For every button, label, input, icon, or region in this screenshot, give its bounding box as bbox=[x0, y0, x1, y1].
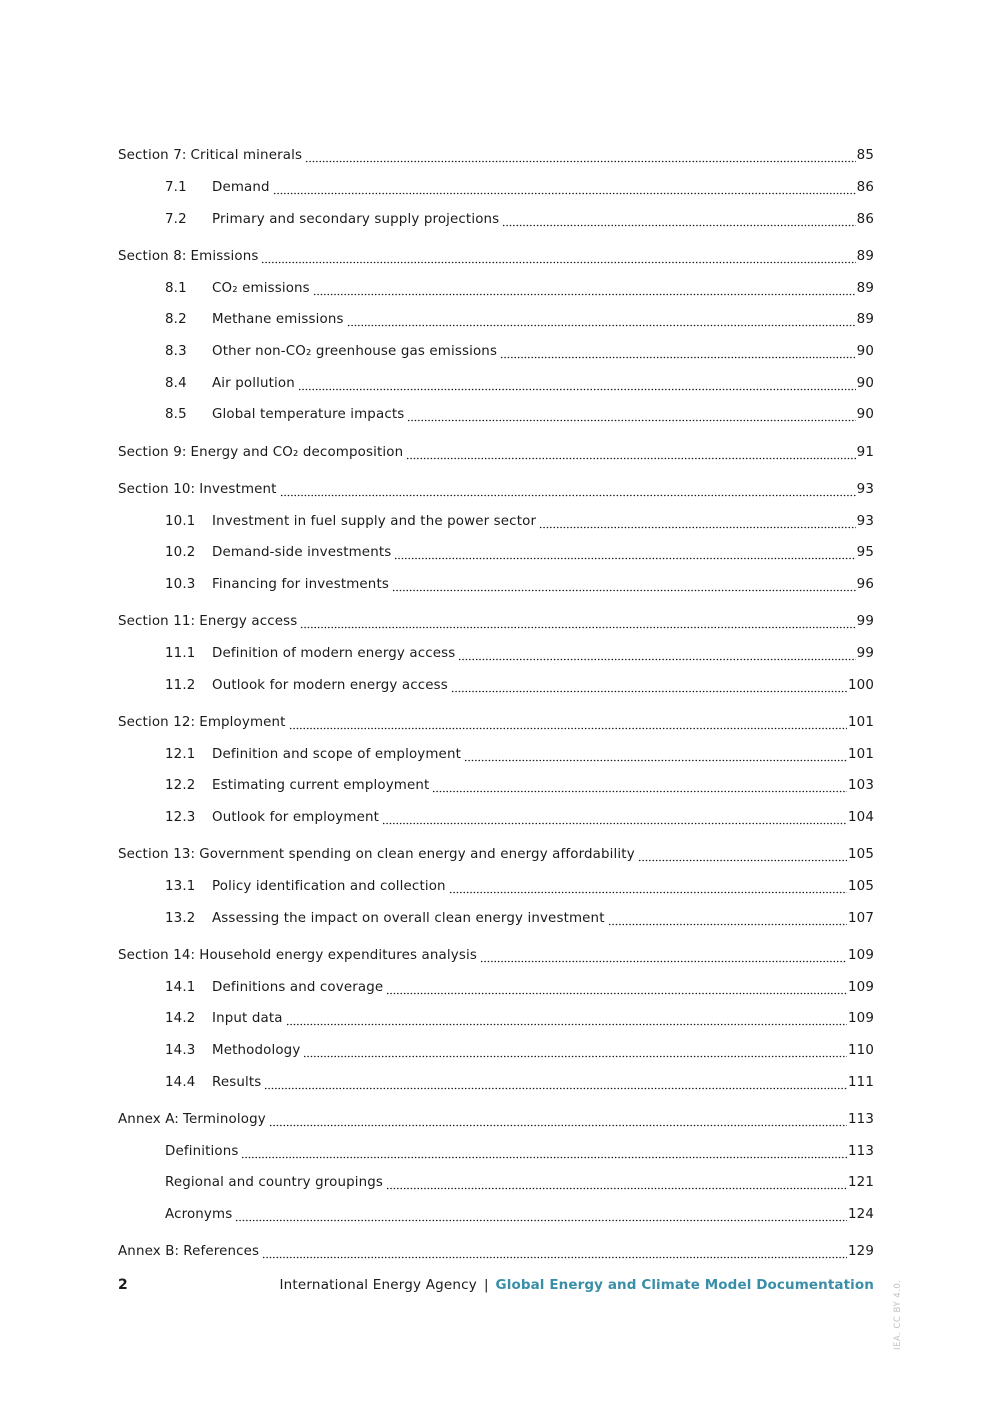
toc-entry-page: 95 bbox=[856, 545, 874, 561]
toc-section-entry[interactable] bbox=[118, 1104, 874, 1136]
toc-subsection-entry[interactable] bbox=[118, 971, 874, 1003]
toc-entry-number: 7.1 bbox=[165, 180, 187, 196]
toc-entry-title: Primary and secondary supply projections bbox=[212, 211, 500, 227]
toc-entry-page: 110 bbox=[847, 1043, 874, 1059]
toc-entry-number: Section 11: bbox=[118, 614, 196, 630]
toc-entry-title: Government spending on clean energy and energy affordability bbox=[199, 847, 635, 863]
toc-entry-number: Section 7: bbox=[118, 148, 187, 164]
toc-entry-page: 109 bbox=[847, 979, 874, 995]
toc-entry-title: Other non-CO₂ greenhouse gas emissions bbox=[212, 344, 498, 360]
toc-entry-title: Regional and country groupings bbox=[165, 1175, 384, 1191]
toc-entry-page: 107 bbox=[847, 910, 874, 926]
toc-entry-page: 101 bbox=[847, 746, 874, 762]
toc-dot-leader bbox=[313, 283, 856, 296]
toc-dot-leader bbox=[235, 1209, 847, 1222]
toc-subsection-entry[interactable] bbox=[118, 802, 874, 834]
toc-entry-number: Section 8: bbox=[118, 249, 187, 264]
toc-subsection-entry[interactable] bbox=[118, 1003, 874, 1035]
toc-entry-title: Methane emissions bbox=[212, 312, 344, 328]
toc-entry-page: 86 bbox=[856, 180, 874, 196]
toc-dot-leader bbox=[269, 1114, 847, 1127]
toc-entry-page: 99 bbox=[856, 614, 874, 630]
toc-entry-title: References bbox=[183, 1244, 260, 1260]
toc-subsection-entry[interactable] bbox=[118, 1199, 874, 1231]
toc-dot-leader bbox=[241, 1146, 847, 1159]
toc-entry-number: 10.2 bbox=[165, 545, 196, 561]
toc-dot-leader bbox=[458, 648, 855, 661]
toc-entry-number: 14.1 bbox=[165, 979, 196, 995]
toc-entry-page: 109 bbox=[847, 948, 874, 963]
toc-entry-number: Section 12: bbox=[118, 715, 196, 730]
toc-entry-page: 104 bbox=[847, 810, 874, 826]
toc-entry-page: 93 bbox=[856, 482, 874, 497]
toc-dot-leader bbox=[298, 378, 856, 391]
toc-section-entry[interactable] bbox=[118, 606, 874, 638]
toc-subsection-entry[interactable] bbox=[118, 669, 874, 701]
toc-dot-leader bbox=[305, 150, 856, 163]
toc-entry-page: 99 bbox=[856, 646, 874, 662]
toc-entry-title: Critical minerals bbox=[190, 148, 303, 164]
toc-entry-title: Air pollution bbox=[212, 375, 295, 391]
toc-dot-leader bbox=[382, 812, 847, 825]
toc-entry-number: 8.4 bbox=[165, 375, 187, 391]
toc-entry-page: 105 bbox=[847, 879, 874, 895]
toc-subsection-entry[interactable] bbox=[118, 203, 874, 235]
toc-entry-title: Household energy expenditures analysis bbox=[199, 948, 477, 963]
toc-entry-number: 11.2 bbox=[165, 677, 196, 693]
toc-subsection-entry[interactable] bbox=[118, 505, 874, 537]
toc-subsection-entry[interactable] bbox=[118, 1066, 874, 1098]
toc-entry-title: Energy access bbox=[199, 614, 298, 630]
toc-dot-leader bbox=[303, 1045, 847, 1058]
toc-dot-leader bbox=[286, 1013, 847, 1026]
toc-entry-number: 7.2 bbox=[165, 211, 187, 227]
toc-subsection-entry[interactable] bbox=[118, 367, 874, 399]
toc-section-entry[interactable] bbox=[118, 1236, 874, 1268]
toc-entry-title: Investment in fuel supply and the power sector bbox=[212, 513, 537, 529]
toc-entry-title: CO₂ emissions bbox=[212, 280, 310, 296]
toc-entry-title: Definitions bbox=[165, 1143, 239, 1159]
toc-dot-leader bbox=[347, 314, 856, 327]
toc-entry-page: 90 bbox=[856, 375, 874, 391]
toc-entry-number: Section 14: bbox=[118, 948, 196, 963]
toc-subsection-entry[interactable] bbox=[118, 569, 874, 601]
toc-entry-page: 90 bbox=[856, 407, 874, 423]
toc-section-entry[interactable] bbox=[118, 241, 874, 273]
toc-entry-number: 8.2 bbox=[165, 312, 187, 328]
toc-entry-page: 89 bbox=[856, 312, 874, 328]
toc-subsection-entry[interactable] bbox=[118, 1135, 874, 1167]
toc-entry-number: 10.3 bbox=[165, 577, 196, 593]
toc-entry-page: 109 bbox=[847, 1011, 874, 1027]
toc-entry-number: 8.3 bbox=[165, 344, 187, 360]
toc-entry-page: 96 bbox=[856, 577, 874, 593]
toc-section-entry[interactable] bbox=[118, 474, 874, 506]
toc-entry-number: 13.1 bbox=[165, 879, 196, 895]
toc-entry-number: 13.2 bbox=[165, 910, 196, 926]
toc-dot-leader bbox=[300, 616, 855, 629]
toc-entry-number: 12.3 bbox=[165, 810, 196, 826]
toc-subsection-entry[interactable] bbox=[118, 1167, 874, 1199]
footer-right bbox=[279, 1277, 874, 1293]
table-of-contents bbox=[118, 140, 874, 1268]
toc-dot-leader bbox=[480, 950, 847, 963]
page-footer bbox=[118, 1275, 874, 1297]
toc-dot-leader bbox=[406, 447, 855, 460]
toc-entry-page: 129 bbox=[847, 1244, 874, 1260]
toc-entry-title: Results bbox=[212, 1074, 262, 1090]
toc-entry-number: 12.2 bbox=[165, 778, 196, 794]
toc-section-entry[interactable] bbox=[118, 839, 874, 871]
toc-dot-leader bbox=[273, 182, 856, 195]
toc-dot-leader bbox=[289, 717, 847, 730]
toc-entry-title: Terminology bbox=[182, 1112, 266, 1128]
toc-section-entry[interactable] bbox=[118, 707, 874, 739]
toc-entry-title: Definitions and coverage bbox=[212, 979, 384, 995]
toc-dot-leader bbox=[502, 214, 855, 227]
toc-dot-leader bbox=[464, 749, 847, 762]
toc-entry-title: Assessing the impact on overall clean energy investment bbox=[212, 910, 605, 926]
toc-subsection-entry[interactable] bbox=[118, 272, 874, 304]
toc-entry-page: 89 bbox=[856, 280, 874, 296]
footer-agency: International Energy Agency bbox=[279, 1277, 477, 1293]
toc-subsection-entry[interactable] bbox=[118, 336, 874, 368]
toc-subsection-entry[interactable] bbox=[118, 902, 874, 934]
toc-dot-leader bbox=[608, 913, 847, 926]
toc-entry-number: Annex A: bbox=[118, 1112, 179, 1128]
toc-entry-page: 124 bbox=[847, 1207, 874, 1223]
toc-entry-page: 100 bbox=[847, 677, 874, 693]
toc-dot-leader bbox=[449, 881, 847, 894]
toc-subsection-entry[interactable] bbox=[118, 738, 874, 770]
toc-entry-number: 14.2 bbox=[165, 1011, 196, 1027]
page-number: 2 bbox=[118, 1277, 128, 1293]
toc-entry-title: Employment bbox=[199, 715, 286, 730]
toc-entry-page: 86 bbox=[856, 211, 874, 227]
toc-dot-leader bbox=[394, 547, 855, 560]
toc-entry-page: 113 bbox=[847, 1143, 874, 1159]
toc-entry-page: 101 bbox=[847, 715, 874, 730]
toc-entry-page: 91 bbox=[856, 444, 874, 460]
toc-subsection-entry[interactable] bbox=[118, 871, 874, 903]
toc-entry-number: 14.3 bbox=[165, 1043, 196, 1059]
toc-subsection-entry[interactable] bbox=[118, 638, 874, 670]
toc-entry-title: Outlook for employment bbox=[212, 810, 380, 826]
toc-entry-number: 8.5 bbox=[165, 407, 187, 423]
toc-entry-page: 85 bbox=[856, 148, 874, 164]
toc-subsection-entry[interactable] bbox=[118, 537, 874, 569]
toc-entry-number: Section 13: bbox=[118, 847, 196, 863]
toc-entry-title: Definition and scope of employment bbox=[212, 746, 461, 762]
toc-entry-number: 11.1 bbox=[165, 646, 196, 662]
toc-entry-title: Estimating current employment bbox=[212, 778, 430, 794]
toc-dot-leader bbox=[407, 409, 855, 422]
toc-dot-leader bbox=[451, 680, 847, 693]
toc-entry-title: Investment bbox=[199, 482, 277, 497]
toc-dot-leader bbox=[432, 780, 847, 793]
toc-section-entry[interactable] bbox=[118, 140, 874, 172]
toc-dot-leader bbox=[392, 579, 856, 592]
toc-entry-title: Global temperature impacts bbox=[212, 407, 405, 423]
license-watermark: IEA. CC BY 4.0. bbox=[893, 1279, 903, 1350]
toc-entry-title: Demand bbox=[212, 180, 270, 196]
toc-entry-page: 90 bbox=[856, 344, 874, 360]
toc-subsection-entry[interactable] bbox=[118, 399, 874, 431]
toc-entry-number: 8.1 bbox=[165, 280, 187, 296]
toc-entry-number: 12.1 bbox=[165, 746, 196, 762]
toc-entry-page: 89 bbox=[856, 249, 874, 264]
toc-section-entry[interactable] bbox=[118, 940, 874, 972]
toc-dot-leader bbox=[264, 1077, 847, 1090]
toc-entry-page: 93 bbox=[856, 513, 874, 529]
toc-entry-page: 121 bbox=[847, 1175, 874, 1191]
toc-subsection-entry[interactable] bbox=[118, 172, 874, 204]
toc-entry-title: Outlook for modern energy access bbox=[212, 677, 448, 693]
footer-separator: | bbox=[483, 1277, 489, 1293]
toc-entry-title: Financing for investments bbox=[212, 577, 389, 593]
toc-entry-number: Annex B: bbox=[118, 1244, 180, 1260]
toc-dot-leader bbox=[539, 516, 856, 529]
footer-document-title: Global Energy and Climate Model Documentation bbox=[495, 1277, 874, 1293]
toc-dot-leader bbox=[500, 346, 856, 359]
toc-entry-number: Section 10: bbox=[118, 482, 196, 497]
toc-subsection-entry[interactable] bbox=[118, 770, 874, 802]
toc-dot-leader bbox=[386, 1177, 847, 1190]
toc-entry-page: 105 bbox=[847, 847, 874, 863]
toc-entry-title: Definition of modern energy access bbox=[212, 646, 456, 662]
toc-entry-title: Acronyms bbox=[165, 1207, 233, 1223]
toc-entry-title: Energy and CO₂ decomposition bbox=[190, 444, 404, 460]
toc-dot-leader bbox=[638, 849, 847, 862]
toc-entry-title: Input data bbox=[212, 1011, 283, 1027]
toc-entry-number: 14.4 bbox=[165, 1074, 196, 1090]
toc-dot-leader bbox=[280, 484, 856, 497]
toc-entry-page: 111 bbox=[847, 1074, 874, 1090]
toc-entry-page: 103 bbox=[847, 778, 874, 794]
toc-dot-leader bbox=[261, 251, 855, 264]
toc-dot-leader bbox=[386, 982, 847, 995]
toc-subsection-entry[interactable] bbox=[118, 1035, 874, 1067]
toc-entry-title: Policy identification and collection bbox=[212, 879, 446, 895]
toc-entry-number: 10.1 bbox=[165, 513, 196, 529]
toc-entry-title: Emissions bbox=[190, 249, 259, 264]
toc-section-entry[interactable] bbox=[118, 436, 874, 468]
toc-entry-title: Demand-side investments bbox=[212, 545, 392, 561]
toc-entry-page: 113 bbox=[847, 1112, 874, 1128]
toc-entry-number: Section 9: bbox=[118, 444, 187, 460]
toc-entry-title: Methodology bbox=[212, 1043, 301, 1059]
toc-dot-leader bbox=[262, 1246, 847, 1259]
toc-subsection-entry[interactable] bbox=[118, 304, 874, 336]
